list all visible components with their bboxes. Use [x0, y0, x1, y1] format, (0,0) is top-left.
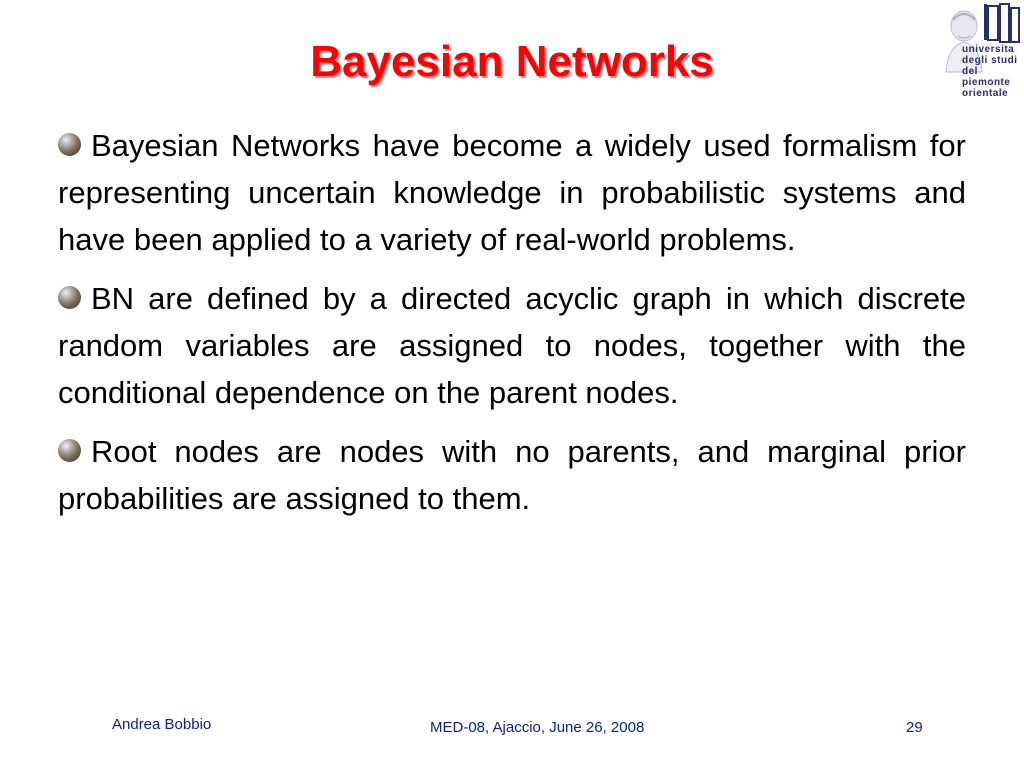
page-number: 29 — [906, 719, 923, 736]
bullet-text: BN are defined by a directed acyclic graph in which discrete random variables are assigned to nodes, together with the conditional dependence on the parent nodes. — [58, 281, 966, 410]
bullet-text: Root nodes are nodes with no parents, and marginal prior probabilities are assigned to them. — [58, 434, 966, 516]
slide-content — [58, 122, 966, 534]
slide-title: Bayesian Networks — [310, 37, 714, 86]
bullet-item — [58, 428, 966, 522]
sphere-bullet-icon — [58, 286, 81, 309]
footer-author: Andrea Bobbio — [112, 716, 212, 733]
logo-line: del piemonte — [962, 66, 1011, 88]
footer-event: MED-08, Ajaccio, June 26, 2008 — [430, 719, 645, 736]
logo-name-mark — [984, 4, 1019, 42]
university-name — [962, 44, 1024, 99]
bullet-item — [58, 122, 966, 263]
logo-line: degli studi — [962, 55, 1018, 66]
logo-line: universita — [962, 44, 1015, 55]
sphere-bullet-icon — [58, 439, 81, 462]
logo-line: orientale — [962, 88, 1009, 99]
bullet-text: Bayesian Networks have become a widely used formalism for representing uncertain knowledge in probabilistic systems and have been applied to a variety of real-world problems. — [58, 128, 966, 257]
bullet-item — [58, 275, 966, 416]
sphere-bullet-icon — [58, 133, 81, 156]
